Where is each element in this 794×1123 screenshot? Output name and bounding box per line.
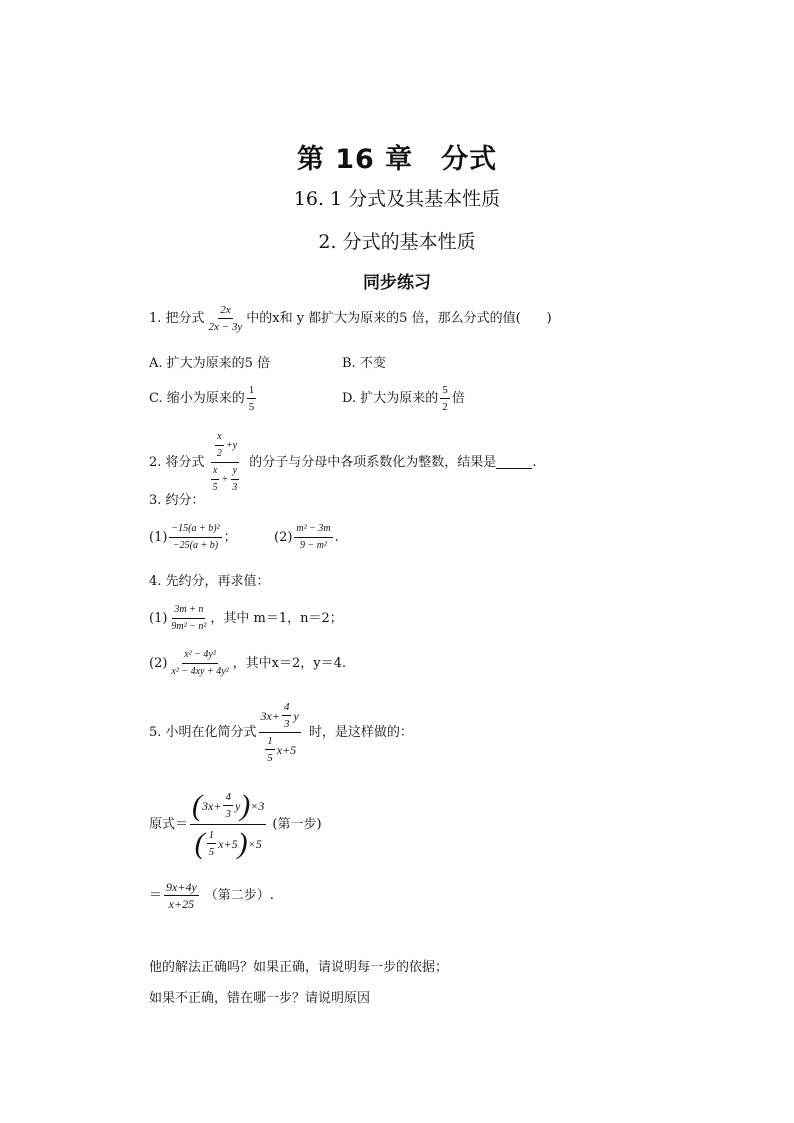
q4-p2-den: x² − 4xy + 4y²: [171, 666, 229, 677]
q5-suffix: 时，是这样做的：: [308, 724, 413, 740]
q1-suffix: 中的x和 y 都扩大为原来的5 倍，那么分式的值( ): [246, 310, 552, 326]
q3-end: .: [334, 529, 339, 545]
q3-p1-num: −15(a + b)²: [169, 522, 221, 538]
q2-end: .: [532, 454, 537, 470]
q3-p1-den: −25(a + b): [172, 540, 219, 551]
section-title: 16. 1 分式及其基本性质: [293, 188, 501, 210]
q1-option-d-label: D. 扩大为原来的: [342, 390, 439, 406]
q2-numerator: $\frac{x}{2}$ +y: [211, 430, 239, 463]
q1-option-d-fraction: [440, 383, 450, 414]
q1-option-d-den: 2: [442, 401, 448, 413]
q1-option-a: A. 扩大为原来的5 倍: [149, 356, 271, 371]
q4-part-1: [149, 603, 343, 634]
q3-p2-num: m² − 3m: [294, 522, 332, 538]
q5-step2-num: 9x+4y: [166, 880, 197, 894]
q5-step1-numerator: ( 3x+ $\frac{4}{3}$ y ) ×3: [190, 790, 266, 825]
q3-separator: ；: [223, 529, 237, 545]
q1-option-c-den: 5: [248, 401, 255, 413]
q5-question-line-2: 如果不正确，错在哪一步？请说明原因: [149, 991, 371, 1006]
q4-p1-den: 9m² − n²: [171, 621, 207, 632]
q4-part-2: [149, 648, 346, 679]
q4-p1-num: 3m + n: [172, 603, 205, 619]
q5-prefix: 5. 小明在化简分式: [149, 724, 257, 740]
q1-fraction: [207, 303, 245, 334]
q5-original-fraction: [259, 700, 301, 765]
q1-frac-den: 2x − 3y: [208, 321, 243, 333]
q1-prefix: 1. 把分式: [149, 310, 205, 326]
q1-option-c: [149, 383, 258, 414]
q5-equals: ＝: [149, 887, 163, 903]
q5-step1-denominator: ( $\frac{1}{5}$ x+5 ) ×5: [194, 826, 262, 860]
q1-option-d: [342, 383, 465, 414]
q2-complex-fraction: [207, 430, 244, 495]
chapter-title: 第 16 章 分式: [296, 144, 498, 175]
exercise-title: 同步练习: [363, 273, 431, 293]
q5-step1-fraction: [190, 790, 266, 859]
q3-p2-den: 9 − m²: [300, 540, 327, 551]
q3-part-1: [149, 522, 237, 553]
question-2: [149, 430, 536, 495]
q5-step-2: [149, 880, 274, 911]
q2-answer-blank[interactable]: [496, 456, 532, 469]
q3-p1-fraction: [169, 522, 221, 553]
q1-option-d-suffix: 倍: [451, 390, 465, 406]
q5-orig-label: 原式＝: [149, 816, 189, 832]
q5-denominator: $\frac{1}{5}$ x +5: [267, 735, 297, 764]
q1-option-d-num: 5: [440, 383, 450, 399]
q2-denominator: $\frac{x}{5}$ + $\frac{y}{3}$: [212, 465, 238, 493]
q5-step2-label: （第二步）.: [204, 887, 274, 903]
q3-part-2: [274, 522, 339, 553]
q5-numerator: 3x+ $\frac{4}{3}$ y: [259, 700, 301, 733]
q4-p2-num: x² − 4y²: [182, 648, 218, 664]
q3-p2-fraction: [294, 522, 332, 553]
q1-option-b: B. 不变: [342, 356, 386, 371]
q4-p1-label: (1): [149, 610, 168, 626]
q1-option-c-label: C. 缩小为原来的: [149, 390, 245, 406]
q4-p2-condition: ，其中x＝2，y＝4.: [232, 655, 347, 671]
q5-step2-fraction: [164, 880, 199, 911]
q3-label: 3. 约分：: [149, 493, 205, 508]
q4-p2-label: (2): [149, 655, 168, 671]
q2-suffix: 的分子与分母中各项系数化为整数，结果是: [249, 454, 497, 470]
q4-p1-fraction: [169, 603, 208, 634]
q1-frac-num: 2x: [218, 303, 232, 319]
subsection-title: 2. 分式的基本性质: [318, 231, 476, 253]
q1-option-c-num: 1: [247, 383, 257, 399]
q1-option-c-fraction: [247, 383, 257, 414]
q5-question-line-1: 他的解法正确吗？如果正确，请说明每一步的依据；: [149, 960, 449, 975]
q4-label: 4. 先约分，再求值：: [149, 574, 270, 589]
q4-p1-condition: ，其中 m＝1，n＝2；: [210, 610, 343, 626]
question-1: [149, 303, 552, 334]
q5-step2-den: x+25: [168, 897, 195, 911]
q2-prefix: 2. 将分式: [149, 454, 205, 470]
q3-p1-label: (1): [149, 529, 168, 545]
question-5: [149, 700, 413, 765]
q5-step1-label: (第一步): [272, 816, 322, 832]
q4-p2-fraction: [169, 648, 230, 679]
q3-p2-label: (2): [274, 529, 293, 545]
q5-step-1: [149, 790, 322, 859]
